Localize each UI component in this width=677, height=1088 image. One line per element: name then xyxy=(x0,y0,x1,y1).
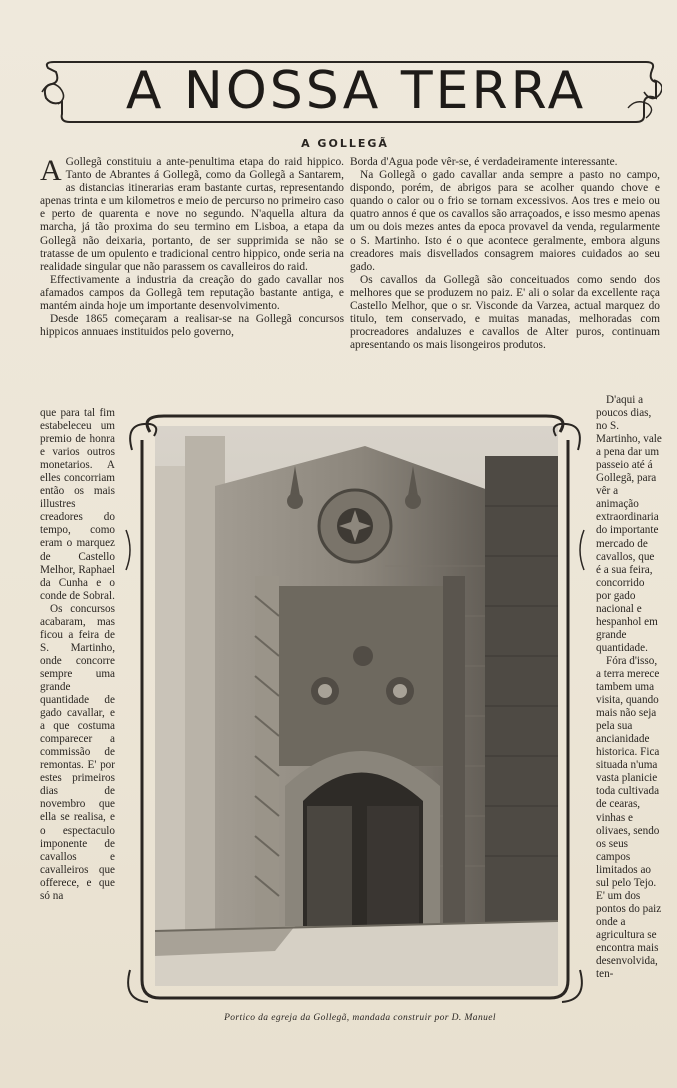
article-heading: A GOLLEGÃ xyxy=(301,137,389,150)
right-column xyxy=(350,156,660,352)
paragraph: D'aqui a poucos dias, no S. Martinho, vale a pena dar um passeio até á Gollegã, para vêr a animação extraordinaria do importante mercado de cavallos, que é a sua feira, concorrido por gado nacional e hespanhol em grande quantidade. xyxy=(596,394,662,654)
masthead-banner xyxy=(40,58,662,128)
paragraph: Effectivamente a industria da creação do gado cavallar nos afamados campos da Gollegã tem reputação bastante antiga, e mantém ainda hoje um importante desenvolvimento. xyxy=(40,273,344,313)
paragraph: Fóra d'isso, a terra merece tambem uma visita, quando mais não seja pela sua ancianidade historica. Fica situada n'uma vasta planicie toda cultivada de cearas, vinhas e olivaes, sendo os seus campos limitados ao sul pelo Tejo. E' um dos pontos do paiz onde a agricultura se encontra mais desenvolvida, ten- xyxy=(596,654,662,981)
paragraph-text: Gollegã constituiu a ante-penultima etapa do raid hippico. Tanto de Abrantes á Gollegã, como da Gollegã a Santarem, as distancias itinerarias eram bastante curtas, representando apenas trinta e um kilometros e meio de percurso no primeiro caso e perto de quarenta e nove no segundo. N'aquella altura da marcha, já tão proxima do seu termino em Lisboa, a etapa da Gollegã não deixaria, portanto, de ser supprimida se não se tratasse de um opulento e tradicional centro hippico, onde seria na realidade singular que não parassem os cavalleiros do raid. xyxy=(40,156,344,273)
narrow-left-column xyxy=(40,407,115,903)
drop-cap: A xyxy=(40,154,62,187)
paragraph: Desde 1865 começaram a realisar-se na Gollegã concursos hippicos annuaes instituidos pelo governo, xyxy=(40,313,344,339)
paragraph: Borda d'Agua pode vêr-se, é verdadeiramente interessante. xyxy=(350,156,618,168)
photo-caption: Portico da egreja da Gollegã, mandada construir por D. Manuel xyxy=(224,1013,496,1023)
art-nouveau-frame xyxy=(120,410,590,1006)
left-column xyxy=(40,156,344,339)
paragraph: Na Gollegã o gado cavallar anda sempre a pasto no campo, dispondo, porém, de abrigos para se acolher quando chove e quando o calor ou o frio se tornam excessivos. Aos tres e meio ou quatro annos é que os cavallos são arraçoados, e isso mesmo apenas um ou dois mezes antes da epoca provavel da venda, regularmente o S. Martinho. Isto é o que acontece geralmente, embora alguns creadores mais disvellados consagrem maiores cuidados ao seu gado. xyxy=(350,169,660,273)
paragraph: Os cavallos da Gollegã são conceituados como sendo dos melhores que se produzem no paiz. E' ali o solar da excellente raça Castello Melhor, que o sr. Visconde da Varzea, actual marquez do titulo, tem conservado, e muitas manadas, melhoradas com procreadores andaluzes e cavallos de Alter puros, continuam apresentando os mais lisongeiros produtos. xyxy=(350,273,660,352)
paragraph: Os concursos acabaram, mas ficou a feira de S. Martinho, onde concorre sempre uma grande quantidade de gado cavallar, e a que costuma comparecer a commissão de remontas. E' por estes primeiros dias de novembro que ella se realisa, e o espectaculo imponente de cavallos e cavalleiros que offerece, e que só na xyxy=(40,602,115,902)
paragraph xyxy=(40,156,344,274)
paragraph: que para tal fim estabeleceu um premio de honra e varios outros monetarios. A elles concorriam então os mais illustres creadores do tempo, como eram o marquez de Castello Melhor, Raphael da Cunha e o conde de Sobral. xyxy=(40,407,115,602)
narrow-right-column xyxy=(596,394,662,981)
masthead-title: A NOSSA TERRA xyxy=(125,61,587,121)
